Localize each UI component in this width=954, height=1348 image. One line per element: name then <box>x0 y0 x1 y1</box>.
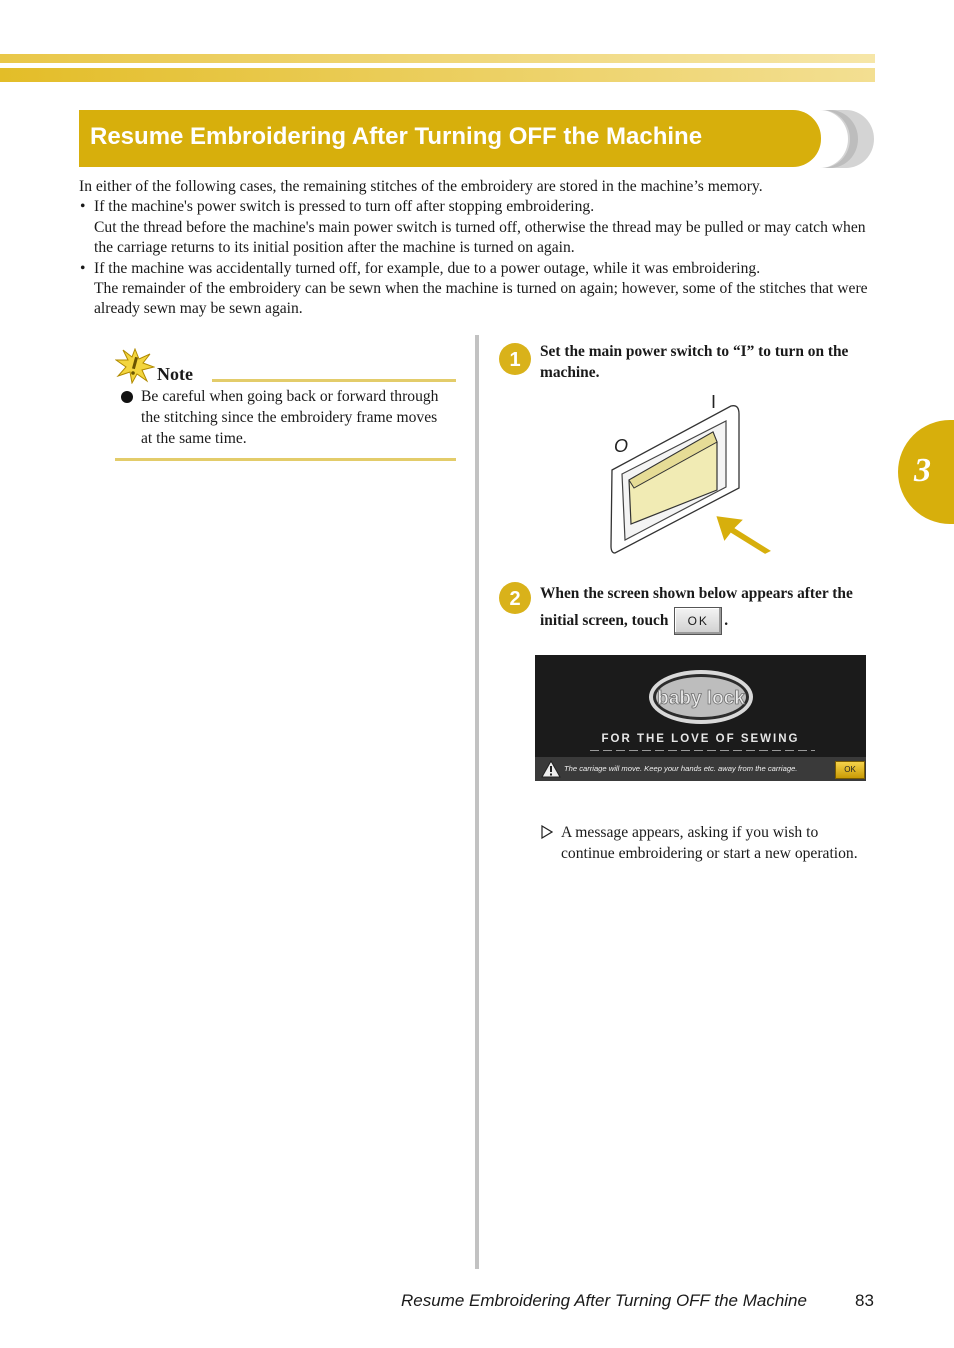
screen-ok-button: OK <box>835 761 865 779</box>
column-divider <box>475 335 479 1269</box>
warning-triangle-icon <box>541 760 561 778</box>
screen-warning-bar <box>535 757 866 781</box>
step-2-text-before: When the screen shown below appears after the initial screen, touch <box>540 585 853 629</box>
chapter-number: 3 <box>914 452 931 489</box>
chapter-tab <box>898 420 954 524</box>
step-2-text <box>540 580 870 635</box>
logo-text: baby lock <box>657 688 745 709</box>
note-star-icon <box>115 348 155 384</box>
note-rule-top <box>212 379 456 382</box>
bullet-mark: • <box>80 198 86 216</box>
power-switch-figure <box>605 388 780 558</box>
tagline-underline <box>590 749 815 752</box>
section-title-banner <box>79 110 821 167</box>
intro-lead: In either of the following cases, the remaining stitches of the embroidery are stored in the machine’s memory. <box>79 178 763 195</box>
note-bullet-icon <box>121 391 133 403</box>
screen-tagline: FOR THE LOVE OF SEWING <box>601 733 800 745</box>
switch-on-mark: I <box>711 392 717 412</box>
machine-screen-figure <box>535 655 866 781</box>
bullet-first-line: If the machine's power switch is pressed to turn off after stopping embroidering. <box>94 198 595 216</box>
bullet-mark: • <box>80 259 86 277</box>
result-arrow-icon <box>541 825 553 839</box>
ok-button-illustration: OK <box>674 607 722 635</box>
note-rule-bottom <box>115 458 456 461</box>
note-text: Be careful when going back or forward through the stitching since the embroidery frame moves at the same time. <box>141 388 439 447</box>
step-1-text: Set the main power switch to “I” to turn on the machine. <box>540 343 849 381</box>
section-title: Resume Embroidering After Turning OFF the Machine <box>90 123 703 150</box>
step-2-badge-icon <box>499 582 531 614</box>
bullet-detail: The remainder of the embroidery can be sewn when the machine is turned on again; however, some of the stitches that were already sewn may be sewn again. <box>94 280 868 318</box>
step-1-number: 1 <box>509 349 521 371</box>
bullet-detail: Cut the thread before the machine's main power switch is turned off, otherwise the thread may be pulled or may catch when the carriage returns to its initial position after the machine is turned on again. <box>94 218 866 257</box>
result-text: A message appears, asking if you wish to continue embroidering or start a new operation. <box>561 824 858 862</box>
baby-lock-logo <box>648 669 754 725</box>
intro-bullet <box>79 197 869 258</box>
bullet-first-line: If the machine was accidentally turned off, for example, due to a power outage, while it was embroidering. <box>94 259 761 277</box>
note-label: Note <box>157 364 193 384</box>
switch-off-mark: O <box>614 436 629 456</box>
step-1-badge-icon <box>499 343 531 375</box>
intro-text <box>79 177 869 320</box>
screen-warning-text: The carriage will move. Keep your hands etc. away from the carriage. <box>564 764 798 773</box>
header-stripes <box>0 54 875 82</box>
page-number: 83 <box>855 1291 874 1310</box>
banner-cap-decoration <box>818 110 876 168</box>
footer-title: Resume Embroidering After Turning OFF the Machine <box>401 1291 807 1310</box>
step-2-number: 2 <box>509 588 521 610</box>
intro-bullet <box>79 259 869 320</box>
step-2-text-after: . <box>724 612 729 629</box>
